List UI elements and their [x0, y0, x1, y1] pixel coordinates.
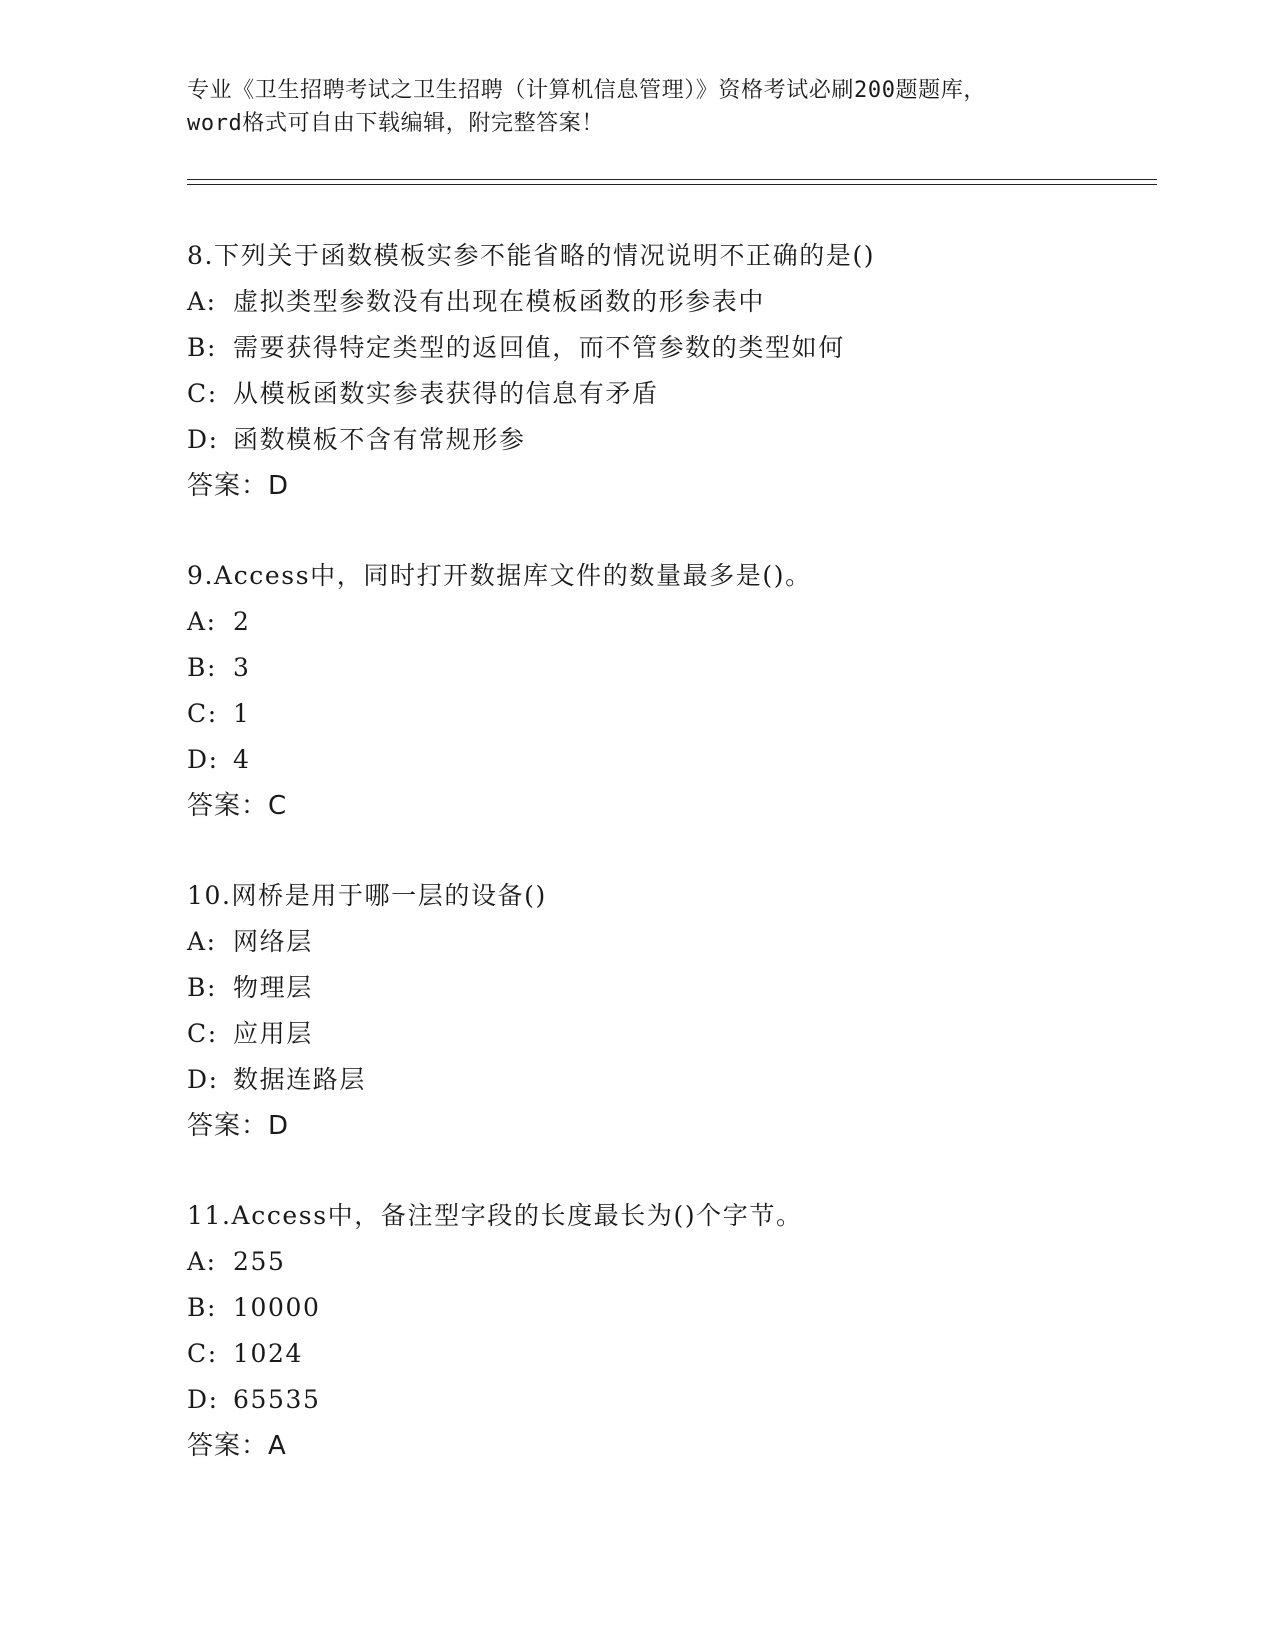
option-d — [187, 1377, 1137, 1423]
question-8 — [187, 233, 1137, 509]
option-text: 需要获得特定类型的返回值，而不管参数的类型如何 — [233, 333, 845, 362]
document-header — [187, 74, 1087, 140]
option-b — [187, 965, 1137, 1011]
header-line-2: word格式可自由下载编辑，附完整答案！ — [187, 111, 604, 136]
option-label: D: — [187, 1065, 219, 1094]
option-text: 数据连路层 — [233, 1065, 367, 1094]
option-d — [187, 417, 1137, 463]
option-c — [187, 1011, 1137, 1057]
option-b — [187, 645, 1137, 691]
option-c — [187, 371, 1137, 417]
option-label: D: — [187, 745, 219, 774]
option-a — [187, 1239, 1137, 1285]
answer: 答案：D — [187, 1111, 290, 1141]
option-text: 物理层 — [233, 973, 313, 1002]
question-10 — [187, 873, 1137, 1149]
option-label: B: — [187, 333, 217, 362]
option-a — [187, 919, 1137, 965]
option-label: C: — [187, 699, 218, 728]
answer: 答案：A — [187, 1431, 287, 1461]
header-divider-bottom — [187, 184, 1157, 185]
answer: 答案：D — [187, 471, 290, 501]
question-stem: 11.Access中，备注型字段的长度最长为()个字节。 — [187, 1201, 803, 1230]
option-text: 虚拟类型参数没有出现在模板函数的形参表中 — [233, 287, 766, 316]
question-11 — [187, 1193, 1137, 1469]
option-label: D: — [187, 425, 219, 454]
option-text: 2 — [233, 607, 251, 636]
option-label: C: — [187, 379, 218, 408]
option-text: 函数模板不含有常规形参 — [233, 425, 526, 454]
option-label: A: — [187, 607, 217, 636]
option-text: 4 — [233, 745, 251, 774]
question-9 — [187, 553, 1137, 829]
option-label: B: — [187, 653, 217, 682]
option-label: B: — [187, 973, 217, 1002]
option-text: 1024 — [233, 1339, 304, 1368]
option-a — [187, 599, 1137, 645]
option-d — [187, 737, 1137, 783]
option-a — [187, 279, 1137, 325]
option-label: C: — [187, 1339, 218, 1368]
option-d — [187, 1057, 1137, 1103]
option-text: 3 — [233, 653, 251, 682]
option-b — [187, 1285, 1137, 1331]
option-label: D: — [187, 1385, 219, 1414]
option-label: B: — [187, 1293, 217, 1322]
header-line-1: 专业《卫生招聘考试之卫生招聘（计算机信息管理）》资格考试必刷200题题库， — [187, 78, 986, 103]
option-text: 255 — [233, 1247, 286, 1276]
option-c — [187, 1331, 1137, 1377]
question-stem: 10.网桥是用于哪一层的设备() — [187, 881, 547, 910]
question-stem: 9.Access中，同时打开数据库文件的数量最多是()。 — [187, 561, 812, 590]
option-text: 网络层 — [233, 927, 313, 956]
header-divider-top — [187, 179, 1157, 180]
option-label: A: — [187, 927, 217, 956]
option-text: 65535 — [233, 1385, 321, 1414]
option-b — [187, 325, 1137, 371]
option-text: 1 — [233, 699, 251, 728]
option-text: 应用层 — [233, 1019, 313, 1048]
answer: 答案：C — [187, 791, 288, 821]
option-text: 从模板函数实参表获得的信息有矛盾 — [233, 379, 659, 408]
question-stem: 8.下列关于函数模板实参不能省略的情况说明不正确的是() — [187, 241, 876, 270]
option-label: A: — [187, 1247, 217, 1276]
option-text: 10000 — [233, 1293, 321, 1322]
option-c — [187, 691, 1137, 737]
option-label: A: — [187, 287, 217, 316]
option-label: C: — [187, 1019, 218, 1048]
